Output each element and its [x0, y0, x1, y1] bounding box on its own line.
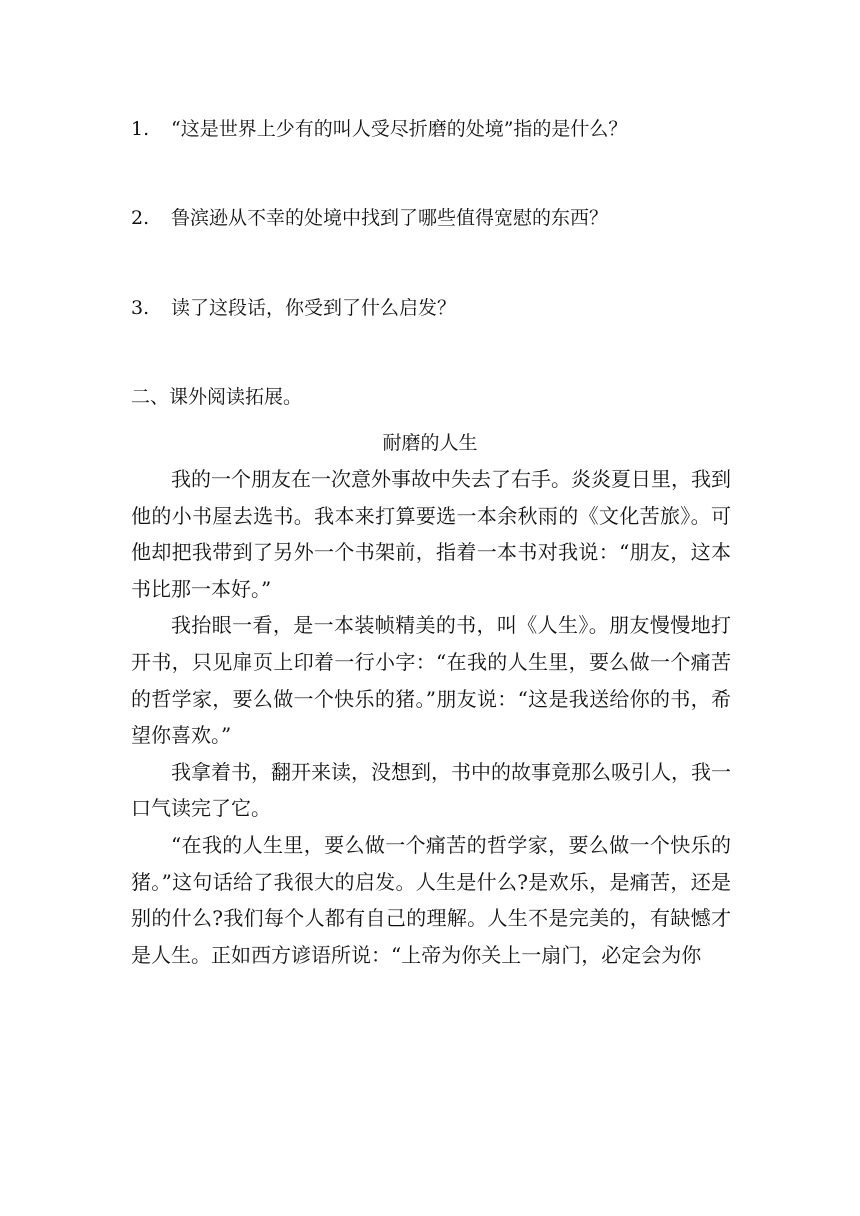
question-1 — [131, 115, 627, 143]
article-title: 耐磨的人生 — [382, 432, 478, 454]
article-body — [131, 461, 731, 973]
question-number: 1. — [131, 118, 150, 140]
question-number: 3. — [131, 297, 150, 319]
article-paragraph: 我拿着书，翻开来读，没想到，书中的故事竟那么吸引人，我一口气读完了它。 — [131, 759, 731, 821]
question-text: 读了这段话，你受到了什么启发？ — [171, 297, 457, 319]
question-number: 2. — [131, 207, 150, 229]
article-paragraph: 我的一个朋友在一次意外事故中失去了右手。炎炎夏日里，我到他的小书屋去选书。我本来打算要选一本余秋雨的《文化苦旅》。可他却把我带到了另外一个书架前，指着一本书对我说：“朋友，这本书比那一本好。” — [131, 467, 731, 601]
question-3 — [131, 294, 456, 322]
question-2 — [131, 204, 608, 232]
article-paragraph: 我抬眼一看，是一本装帧精美的书，叫《人生》。朋友慢慢地打开书，只见扉页上印着一行小字：“在我的人生里，要么做一个痛苦的哲学家，要么做一个快乐的猪。”朋友说：“这是我送给你的书，希望你喜欢。” — [131, 613, 731, 748]
section-heading: 二、课外阅读拓展。 — [131, 386, 303, 408]
article-paragraph: “在我的人生里，要么做一个痛苦的哲学家，要么做一个快乐的猪。”这句话给了我很大的启发。人生是什么?是欢乐，是痛苦，还是别的什么?我们每个人都有自己的理解。人生不是完美的，有缺憾才是人生。正如西方谚语所说：“上帝为你关上一扇门，必定会为你 — [131, 832, 731, 967]
question-text: “这是世界上少有的叫人受尽折磨的处境”指的是什么？ — [171, 118, 628, 140]
question-text: 鲁滨逊从不幸的处境中找到了哪些值得宽慰的东西？ — [171, 207, 609, 229]
